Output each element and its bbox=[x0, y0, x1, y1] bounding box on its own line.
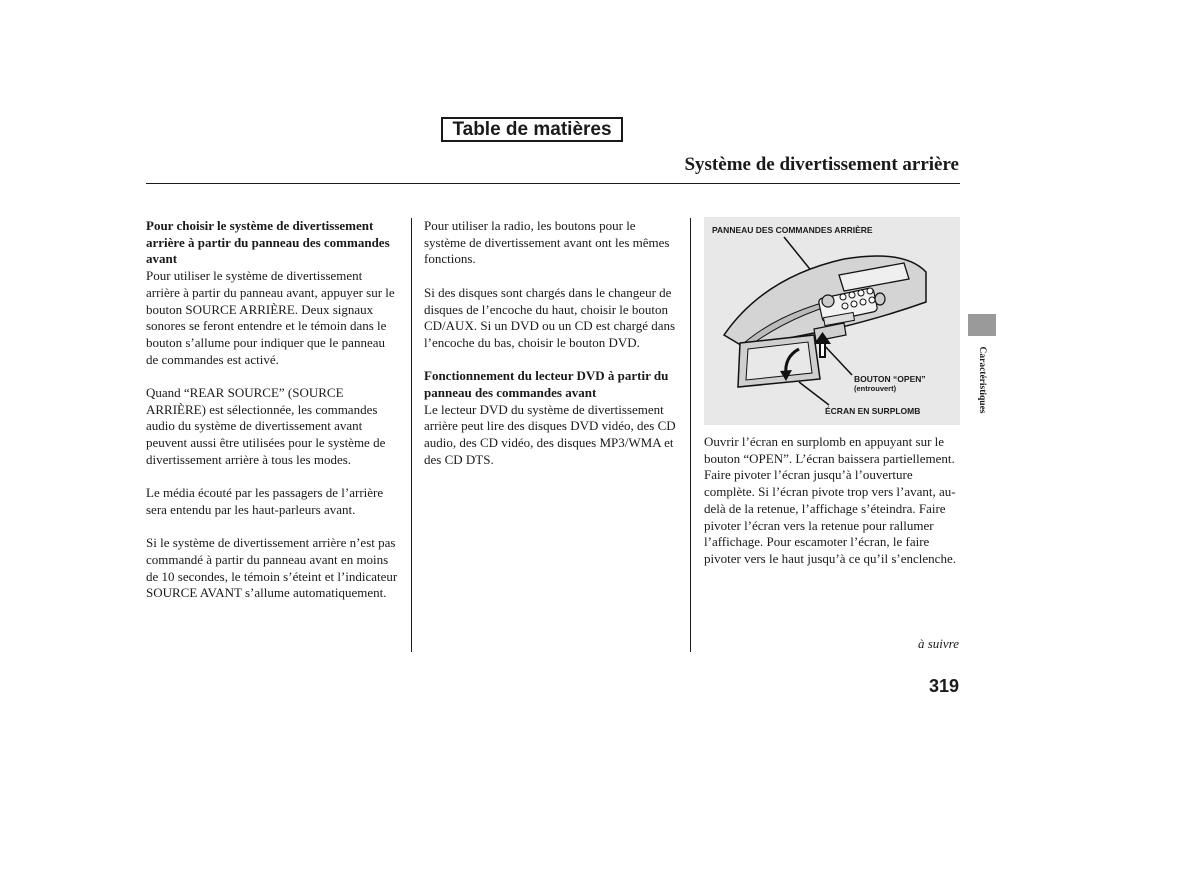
column-1-paragraph: Pour utiliser le système de divertissement arrière à partir du panneau avant, appuyer sur le bouton SOURCE ARRIÈRE. Deux signaux sonores se feront entendre et le témoin dans le bouton s’allume pour indiquer que le panneau de commandes est activé. bbox=[146, 268, 395, 367]
column-2-paragraph: Le lecteur DVD du système de divertissement arrière peut lire des disques DVD vidéo, des CD audio, des CD vidéo, des disques MP3/WMA et des CD DTS. bbox=[424, 401, 676, 467]
label-overhead-screen: ÉCRAN EN SURPLOMB bbox=[825, 406, 921, 416]
column-divider bbox=[411, 218, 412, 652]
column-3 bbox=[704, 434, 962, 584]
column-1-heading: Pour choisir le système de divertissement arrière à partir du panneau des commandes avant bbox=[146, 218, 390, 267]
label-open-button-sub: (entrouvert) bbox=[854, 384, 897, 393]
column-3-paragraph: Ouvrir l’écran en surplomb en appuyant sur le bouton “OPEN”. L’écran baissera partiellement. Faire pivoter l’écran jusqu’à l’ouverture complète. Si l’écran pivote trop vers l’avant, au-delà de la retenue, l’affichage s’éteindra. Faire pivoter l’écran vers la retenue pour rallumer l’affichage. Pour escamoter l’écran, le faire pivoter vers le haut jusqu’à ce qu’il s’enclenche. bbox=[704, 434, 956, 566]
table-of-contents-button[interactable] bbox=[441, 117, 623, 142]
continued-note: à suivre bbox=[917, 636, 959, 651]
column-1-paragraph: Si le système de divertissement arrière n’est pas commandé à partir du panneau avant en moins de 10 secondes, le témoin s’éteint et l’indicateur SOURCE AVANT s’allume automatiquement. bbox=[146, 535, 398, 601]
column-1-paragraph: Quand “REAR SOURCE” (SOURCE ARRIÈRE) est sélectionnée, les commandes audio du système de divertissement avant peuvent aussi être utilisées pour le système de divertissement arrière à tous les modes. bbox=[146, 385, 386, 467]
section-tab-marker bbox=[968, 314, 996, 336]
section-tab-label: Caractéristiques bbox=[977, 346, 987, 414]
column-2-paragraph: Pour utiliser la radio, les boutons pour le système de divertissement avant ont les mêmes fonctions. bbox=[424, 218, 670, 267]
column-1 bbox=[146, 218, 398, 619]
header-rule bbox=[146, 183, 960, 184]
rear-entertainment-illustration bbox=[704, 217, 960, 425]
label-open-button: BOUTON “OPEN” bbox=[854, 374, 926, 384]
column-divider bbox=[690, 218, 691, 652]
column-2-heading: Fonctionnement du lecteur DVD à partir du panneau des commandes avant bbox=[424, 368, 669, 400]
column-1-paragraph: Le média écouté par les passagers de l’arrière sera entendu par les haut-parleurs avant. bbox=[146, 485, 384, 517]
page-number: 319 bbox=[928, 676, 959, 696]
column-2-paragraph: Si des disques sont chargés dans le changeur de disques de l’encoche du haut, choisir le bouton CD/AUX. Si un DVD ou un CD est chargé dans l’encoche du bas, choisir le bouton DVD. bbox=[424, 284, 676, 350]
section-title: Système de divertissement arrière bbox=[684, 154, 959, 175]
label-rear-control-panel: PANNEAU DES COMMANDES ARRIÈRE bbox=[712, 225, 873, 235]
column-2 bbox=[424, 218, 680, 485]
overhead-console-drawing bbox=[704, 217, 960, 425]
table-of-contents-label: Table de matières bbox=[452, 118, 612, 140]
